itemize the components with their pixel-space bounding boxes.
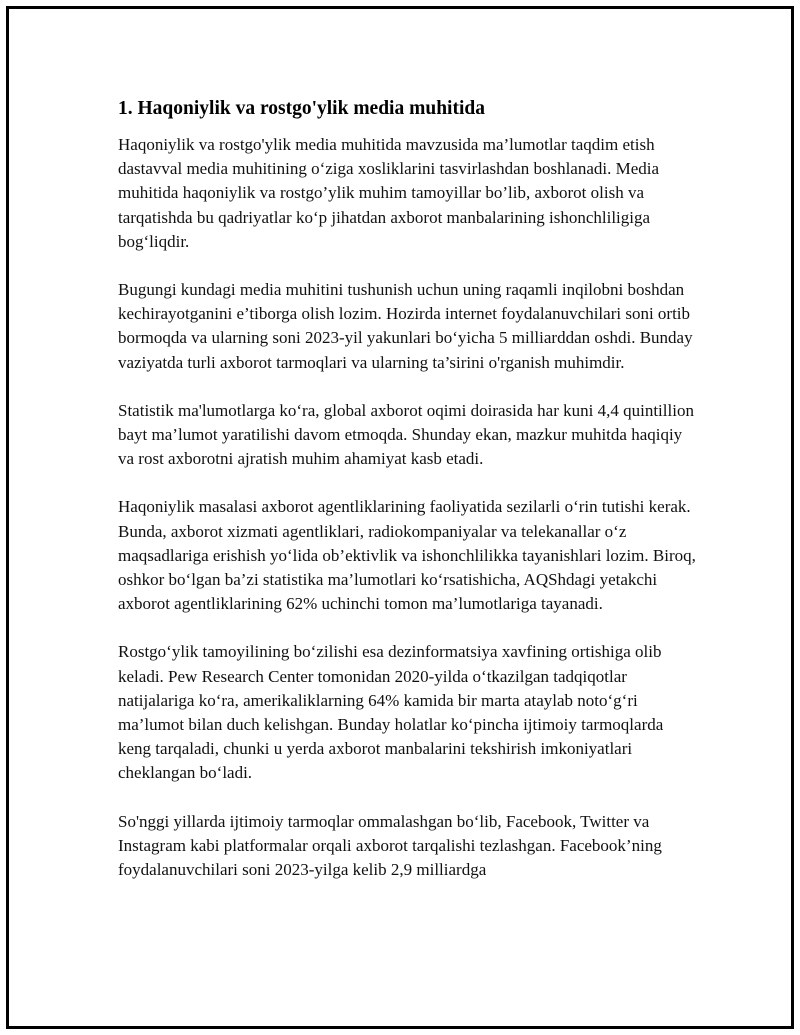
paragraph-4: Haqoniylik masalasi axborot agentliklarining faoliyatida sezilarli o‘rin tutishi kerak. Bunda, axborot xizmati agentliklari, radiokompaniyalar va telekanallar o‘z maqsadlariga erishish yo‘lida ob’ektivlik va ishonchlilikka tayanishlari lozim. Biroq, oshkor bo‘lgan ba’zi statistika ma’lumotlari ko‘rsatishicha, AQShdagi yetakchi axborot agentliklarining 62% uchinchi tomon ma’lumotlariga tayanadi. <box>118 497 696 614</box>
paragraph-6: So'nggi yillarda ijtimoiy tarmoqlar ommalashgan bo‘lib, Facebook, Twitter va Instagram kabi platformalar orqali axborot tarqalishi tezlashgan. Facebook’ning foydalanuvchilari soni 2023-yilga kelib 2,9 milliardga <box>118 811 662 880</box>
paragraph-5: Rostgo‘ylik tamoyilining bo‘zilishi esa dezinformatsiya xavfining ortishiga olib keladi. Pew Research Center tomonidan 2020-yilda o‘tkazilgan tadqiqotlar natijalariga ko‘ra, amerikaliklarning 64% kamida bir marta ataylab noto‘g‘ri ma’lumot bilan duch kelishgan. Bunday holatlar ko‘pincha ijtimoiy tarmoqlarda keng tarqaladi, chunki u yerda axborot manbalarini tekshirish imkoniyatlari cheklangan bo‘ladi. <box>118 642 664 783</box>
section-heading: 1. Haqoniylik va rostgo'ylik media muhitida <box>118 98 485 119</box>
paragraph-2: Bugungi kundagi media muhitini tushunish uchun uning raqamli inqilobni boshdan kechirayotganini e’tiborga olish lozim. Hozirda internet foydalanuvchilari soni ortib bormoqda va ularning soni 2023-yil yakunlari bo‘yicha 5 milliarddan oshdi. Bunday vaziyatda turli axborot tarmoqlari va ularning ta’sirini o'rganish muhimdir. <box>118 280 693 372</box>
document-body <box>118 97 698 906</box>
paragraph-3: Statistik ma'lumotlarga ko‘ra, global axborot oqimi doirasida har kuni 4,4 quintillion bayt ma’lumot yaratilishi davom etmoqda. Shunday ekan, mazkur muhitda haqiqiy va rost axborotni ajratish muhim ahamiyat kasb etadi. <box>118 400 694 469</box>
document-page <box>6 6 794 1029</box>
paragraph-1: Haqoniylik va rostgo'ylik media muhitida mavzusida ma’lumotlar taqdim etish dastavval media muhitining o‘ziga xosliklarini tasvirlashdan boshlanadi. Media muhitida haqoniylik va rostgo’ylik muhim tamoyillar bo’lib, axborot olish va tarqatishda bu qadriyatlar ko‘p jihatdan axborot manbalarining ishonchliligiga bog‘liqdir. <box>118 135 660 251</box>
